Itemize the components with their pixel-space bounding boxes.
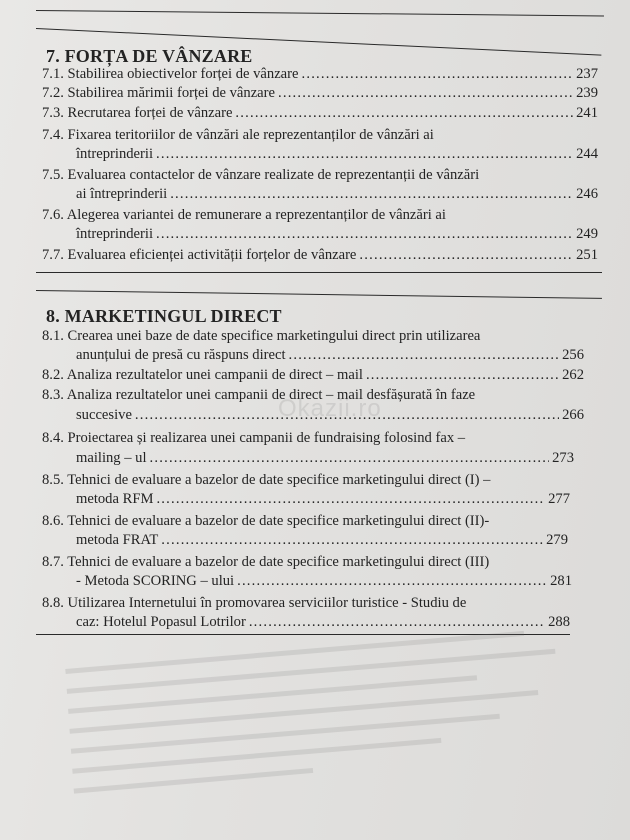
leader-dots <box>366 368 559 383</box>
entry-label-cont: ai întreprinderii <box>76 186 168 202</box>
top-rule <box>36 10 604 16</box>
entry-label: 8.6. Tehnici de evaluare a bazelor de date specifice marketingului direct (II)- <box>42 513 490 529</box>
entry-label-cont: întreprinderii <box>76 226 153 242</box>
toc-entry-7-4-cont[interactable] <box>76 147 598 162</box>
toc-entry-8-7[interactable] <box>42 555 584 570</box>
section8-top-rule <box>36 290 602 299</box>
toc-entry-7-2[interactable] <box>42 86 598 101</box>
entry-label: 8.8. Utilizarea Internetului în promovarea serviciilor turistice - Studiu de <box>42 595 467 611</box>
entry-label: 8.5. Tehnici de evaluare a bazelor de date specifice marketingului direct (I) – <box>42 472 491 488</box>
entry-page: 279 <box>546 532 568 548</box>
leader-dots <box>156 227 573 242</box>
entry-page: 246 <box>576 186 598 202</box>
entry-label: 8.3. Analiza rezultatelor unei campanii de direct – mail desfășurată în faze <box>42 387 476 403</box>
entry-page: 277 <box>548 491 570 507</box>
toc-entry-7-4[interactable] <box>42 128 598 143</box>
entry-label: 8.1. Crearea unei baze de date specifice marketingului direct prin utilizarea <box>42 328 481 344</box>
toc-entry-8-4[interactable] <box>42 431 584 446</box>
entry-label-cont: anunțului de presă cu răspuns direct <box>76 347 286 363</box>
leader-dots <box>170 187 573 202</box>
toc-entry-8-4-cont[interactable] <box>76 451 574 466</box>
toc-entry-8-5-cont[interactable] <box>76 492 570 507</box>
toc-entry-7-6[interactable] <box>42 208 598 223</box>
toc-entry-8-7-cont[interactable] <box>76 574 572 589</box>
toc-entry-8-1[interactable] <box>42 329 602 344</box>
leader-dots <box>237 574 547 589</box>
toc-entry-7-6-cont[interactable] <box>76 227 598 242</box>
toc-entry-7-5-cont[interactable] <box>76 187 598 202</box>
entry-page: 249 <box>576 226 598 242</box>
entry-page: 237 <box>576 66 598 82</box>
toc-entry-8-5[interactable] <box>42 473 584 488</box>
entry-label: 7.7. Evaluarea eficienței activității forțelor de vânzare <box>42 247 357 263</box>
entry-page: 239 <box>576 85 598 101</box>
toc-entry-7-7[interactable] <box>42 248 598 263</box>
leader-dots <box>359 248 573 263</box>
entry-label: 7.1. Stabilirea obiectivelor forței de vânzare <box>42 66 299 82</box>
toc-entry-8-1-cont[interactable] <box>76 348 584 363</box>
entry-label-cont: succesive <box>76 407 132 423</box>
section7-title: 7. FORȚA DE VÂNZARE <box>46 46 253 66</box>
section8-title: 8. MARKETINGUL DIRECT <box>46 306 282 326</box>
leader-dots <box>289 348 560 363</box>
toc-entry-8-6-cont[interactable] <box>76 533 568 548</box>
entry-label: 7.3. Recrutarea forței de vânzare <box>42 105 233 121</box>
entry-label: 7.4. Fixarea teritoriilor de vânzări ale reprezentanților de vânzări ai <box>42 127 434 143</box>
entry-label-cont: mailing – ul <box>76 450 147 466</box>
toc-entry-7-3[interactable] <box>42 106 598 121</box>
toc-entry-8-2[interactable] <box>42 368 584 383</box>
toc-entry-7-1[interactable] <box>42 67 598 82</box>
watermark: Okazii.ro <box>278 395 382 422</box>
leader-dots <box>161 533 543 548</box>
entry-page: 273 <box>552 450 574 466</box>
leader-dots <box>302 67 574 82</box>
entry-page: 262 <box>562 367 584 383</box>
toc-entry-8-6[interactable] <box>42 514 584 529</box>
toc-entry-8-8[interactable] <box>42 596 584 611</box>
section7-bottom-rule <box>36 272 602 273</box>
entry-label: 7.6. Alegerea variantei de remunerare a reprezentanților de vânzări ai <box>42 207 446 223</box>
entry-page: 288 <box>548 614 570 630</box>
entry-page: 256 <box>562 347 584 363</box>
leader-dots <box>156 492 545 507</box>
entry-label: 7.5. Evaluarea contactelor de vânzare realizate de reprezentanții de vânzări <box>42 167 480 183</box>
entry-label-cont: - Metoda SCORING – ului <box>76 573 235 589</box>
entry-label-cont: metoda FRAT <box>76 532 159 548</box>
entry-page: 266 <box>562 407 584 423</box>
leader-dots <box>249 615 545 630</box>
entry-label: 7.2. Stabilirea mărimii forței de vânzare <box>42 85 276 101</box>
entry-page: 251 <box>576 247 598 263</box>
leader-dots <box>278 86 573 101</box>
entry-label: 8.2. Analiza rezultatelor unei campanii de direct – mail <box>42 367 363 383</box>
leader-dots <box>150 451 550 466</box>
toc-entry-8-8-cont[interactable] <box>76 615 570 630</box>
bleed-through-text <box>55 624 584 813</box>
entry-label-cont: întreprinderii <box>76 146 153 162</box>
toc-entry-7-5[interactable] <box>42 168 608 183</box>
leader-dots <box>235 106 573 121</box>
entry-label-cont: caz: Hotelul Popasul Lotrilor <box>76 614 246 630</box>
entry-page: 241 <box>576 105 598 121</box>
entry-page: 281 <box>550 573 572 589</box>
entry-page: 244 <box>576 146 598 162</box>
leader-dots <box>156 147 573 162</box>
bleed-through-lines <box>55 624 584 810</box>
entry-label-cont: metoda RFM <box>76 491 154 507</box>
entry-label: 8.7. Tehnici de evaluare a bazelor de date specifice marketingului direct (III) <box>42 554 490 570</box>
entry-label: 8.4. Proiectarea și realizarea unei campanii de fundraising folosind fax – <box>42 430 466 446</box>
